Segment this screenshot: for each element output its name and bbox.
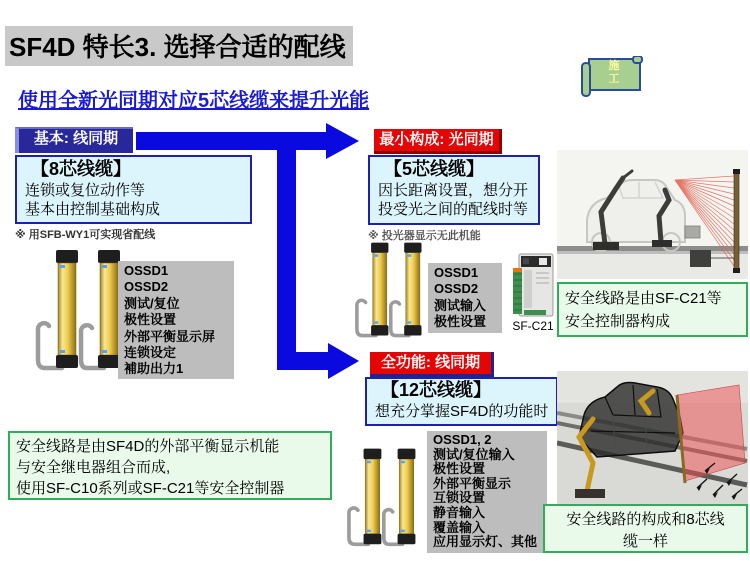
minimal-config-header: 最小构成: 光同期 [374, 129, 502, 154]
signals-8core [118, 261, 234, 379]
full-function-header: 全功能: 线同期 [370, 352, 494, 377]
caption-line: 安全控制器构成 [565, 313, 671, 331]
caption-line: 安全线路的构成和8芯线 [566, 511, 725, 528]
signal-item: 应用显示灯、其他 [433, 534, 538, 550]
robot-cell-photo-light-curtain [557, 150, 748, 279]
signal-item: 极性设置 [434, 314, 487, 330]
light-curtain-pair-icon [32, 248, 128, 380]
signal-item: 测试/复位 [124, 295, 180, 311]
cable12-title: 【12芯线缆】 [381, 380, 492, 400]
signal-item: 外部平衡显示屏 [124, 328, 216, 344]
relay-note-line: 使用SF-C10系列或SF-C21等安全控制器 [16, 480, 285, 497]
cable5-line: 因长距离设置，想分开 [378, 181, 529, 199]
cable8-lines [23, 181, 244, 219]
cable5-lines [376, 181, 532, 219]
banner-line: 工 [608, 73, 620, 85]
caption-line: 缆一样 [622, 532, 668, 550]
robot-frame-illustration [557, 371, 748, 504]
signal-item: 测试/复位输入 [433, 446, 515, 462]
signal-item: 覆盖输入 [433, 519, 486, 535]
sf-c21-label: SF-C21 [512, 319, 554, 333]
signal-item: 互锁设置 [433, 490, 486, 506]
sf-c21-device-icon [511, 253, 555, 317]
signal-item: OSSD1, 2 [433, 432, 492, 447]
sfc21-caption [557, 282, 748, 337]
light-curtain-pair-icon [344, 447, 422, 554]
cable12-box [365, 377, 558, 426]
signal-item: 補助出力1 [124, 361, 184, 377]
cable8-box [15, 155, 252, 224]
cable8-line: 连锁或复位动作等 [25, 181, 146, 199]
basic-sync-header: 基本: 线同期 [15, 127, 133, 153]
composition-caption [543, 504, 748, 553]
signals-5core [428, 263, 502, 333]
signal-item: OSSD2 [124, 279, 169, 295]
relay-note-line: 安全线路是由SF4D的外部平衡显示机能 [16, 438, 280, 455]
cable5-note: ※ 投光器显示无此机能 [368, 230, 481, 242]
page-title: SF4D 特长3. 选择合适的配线 [5, 26, 353, 66]
robot-cell-photo-8core [557, 371, 748, 504]
signal-item: 测试输入 [434, 297, 487, 313]
signal-item: 外部平衡显示 [433, 475, 512, 491]
cable12-line: 想充分掌握SF4D的功能时 [375, 402, 549, 420]
signal-item: 极性设置 [124, 312, 177, 328]
cable5-title: 【5芯线缆】 [384, 159, 485, 179]
caption-line: 安全线路是由SF-C21等 [565, 290, 722, 307]
cable12-lines [373, 402, 550, 421]
cable8-title: 【8芯线缆】 [31, 159, 132, 179]
cable8-line: 基本由控制基础构成 [25, 201, 161, 218]
cable5-line: 投受光之间的配线时等 [378, 201, 529, 218]
signal-item: 极性设置 [433, 461, 486, 477]
signal-item: OSSD1 [124, 263, 169, 278]
relay-note-line: 与安全继电器组合而成, [16, 459, 171, 476]
signals-12core [427, 431, 547, 553]
robot-cell-illustration [557, 150, 748, 279]
cable5-box [368, 155, 540, 225]
banner-line: 施 [608, 60, 620, 72]
signal-item: OSSD1 [434, 265, 479, 280]
signal-item: 静音输入 [433, 504, 486, 520]
relay-note-box [8, 431, 332, 500]
signal-item: OSSD2 [434, 281, 479, 297]
cable8-note: ※ 用SFB-WY1可实现省配线 [15, 229, 156, 241]
page-subtitle: 使用全新光同期对应5芯线缆来提升光能 [18, 90, 370, 112]
banner-text [592, 60, 636, 86]
construction-banner [578, 56, 648, 100]
signal-item: 连锁设定 [124, 345, 177, 361]
light-curtain-pair-icon [352, 241, 428, 345]
